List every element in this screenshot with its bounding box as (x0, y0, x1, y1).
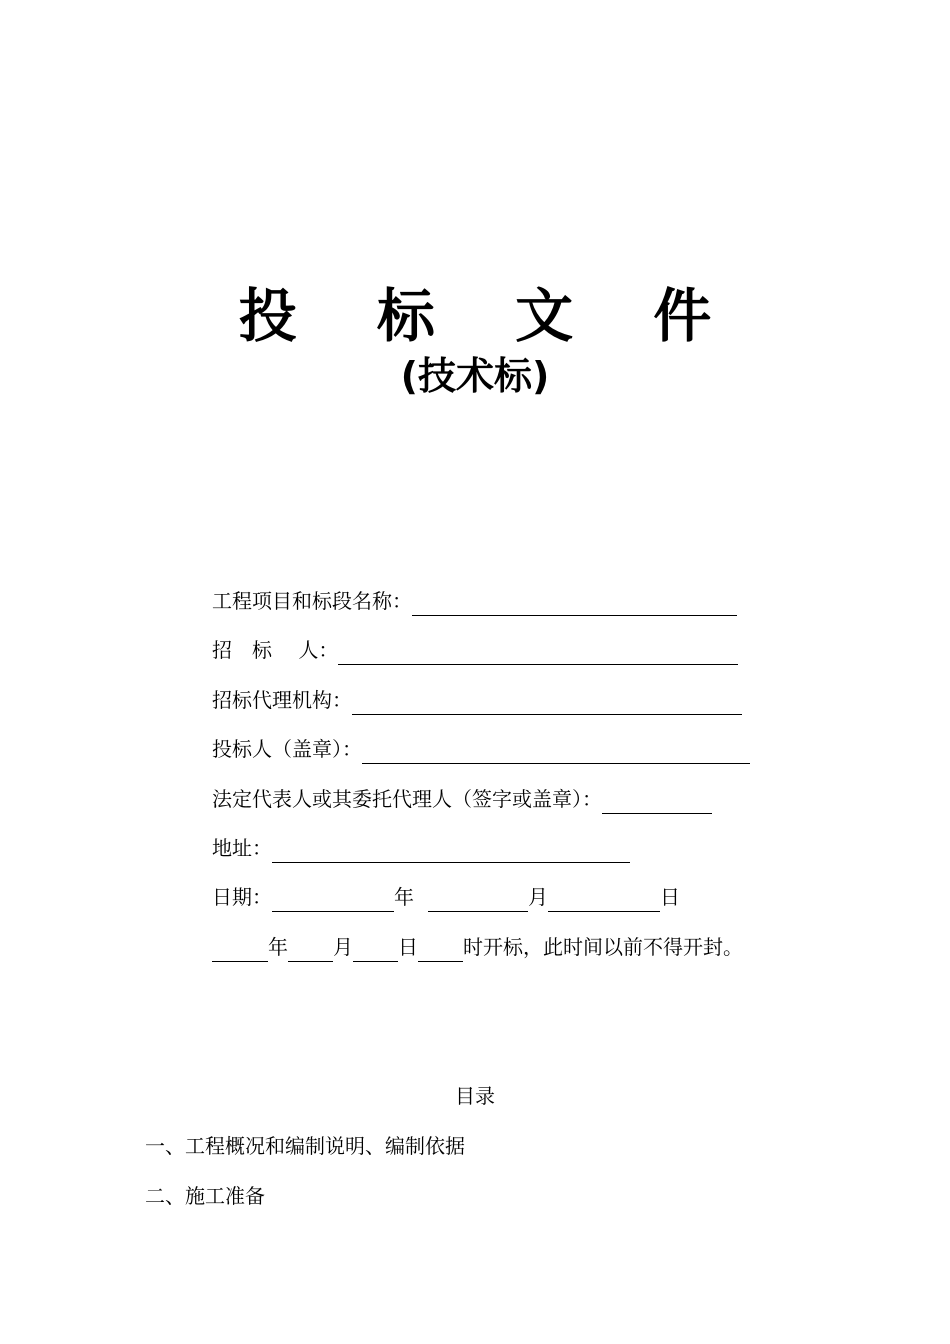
field-label: 招标代理机构： (212, 688, 352, 712)
field-label: 地址： (212, 836, 272, 860)
year-label: 年 (394, 885, 414, 909)
toc-title: 目录 (455, 1084, 495, 1108)
field-label: 日期： (212, 885, 272, 909)
field-address (212, 833, 630, 863)
blank-line (338, 642, 738, 665)
toc-item: 二、施工准备 (145, 1184, 265, 1208)
field-tenderer (212, 635, 738, 665)
field-agency (212, 685, 742, 715)
field-legal-rep (212, 784, 712, 814)
field-label: 投标人（盖章）： (212, 737, 362, 761)
field-project-name (212, 586, 737, 616)
field-label: 工程项目和标段名称： (212, 589, 412, 613)
field-label: 招 标 人： (212, 638, 339, 662)
opening-text: 时开标，此时间以前不得开封。 (463, 935, 743, 959)
field-date (212, 882, 680, 912)
field-bidder (212, 734, 750, 764)
blank-line (362, 741, 750, 764)
blank-line (272, 889, 394, 912)
blank-line (602, 791, 712, 814)
blank-line (272, 840, 630, 863)
opening-month-label: 月 (333, 935, 353, 959)
field-label: 法定代表人或其委托代理人（签字或盖章）： (212, 787, 602, 811)
blank-line (412, 593, 737, 616)
document-subtitle: (技术标) (400, 354, 550, 398)
blank-line (288, 939, 333, 962)
blank-line (353, 939, 398, 962)
document-title: 投 标 文 件 (238, 282, 742, 350)
blank-line (428, 889, 528, 912)
blank-line (212, 939, 268, 962)
opening-notice (212, 932, 743, 962)
blank-line (548, 889, 660, 912)
day-label: 日 (660, 885, 680, 909)
blank-line (352, 692, 742, 715)
opening-day-label: 日 (398, 935, 418, 959)
toc-item: 一、工程概况和编制说明、编制依据 (145, 1134, 465, 1158)
month-label: 月 (528, 885, 548, 909)
blank-line (418, 939, 463, 962)
opening-year-label: 年 (268, 935, 288, 959)
